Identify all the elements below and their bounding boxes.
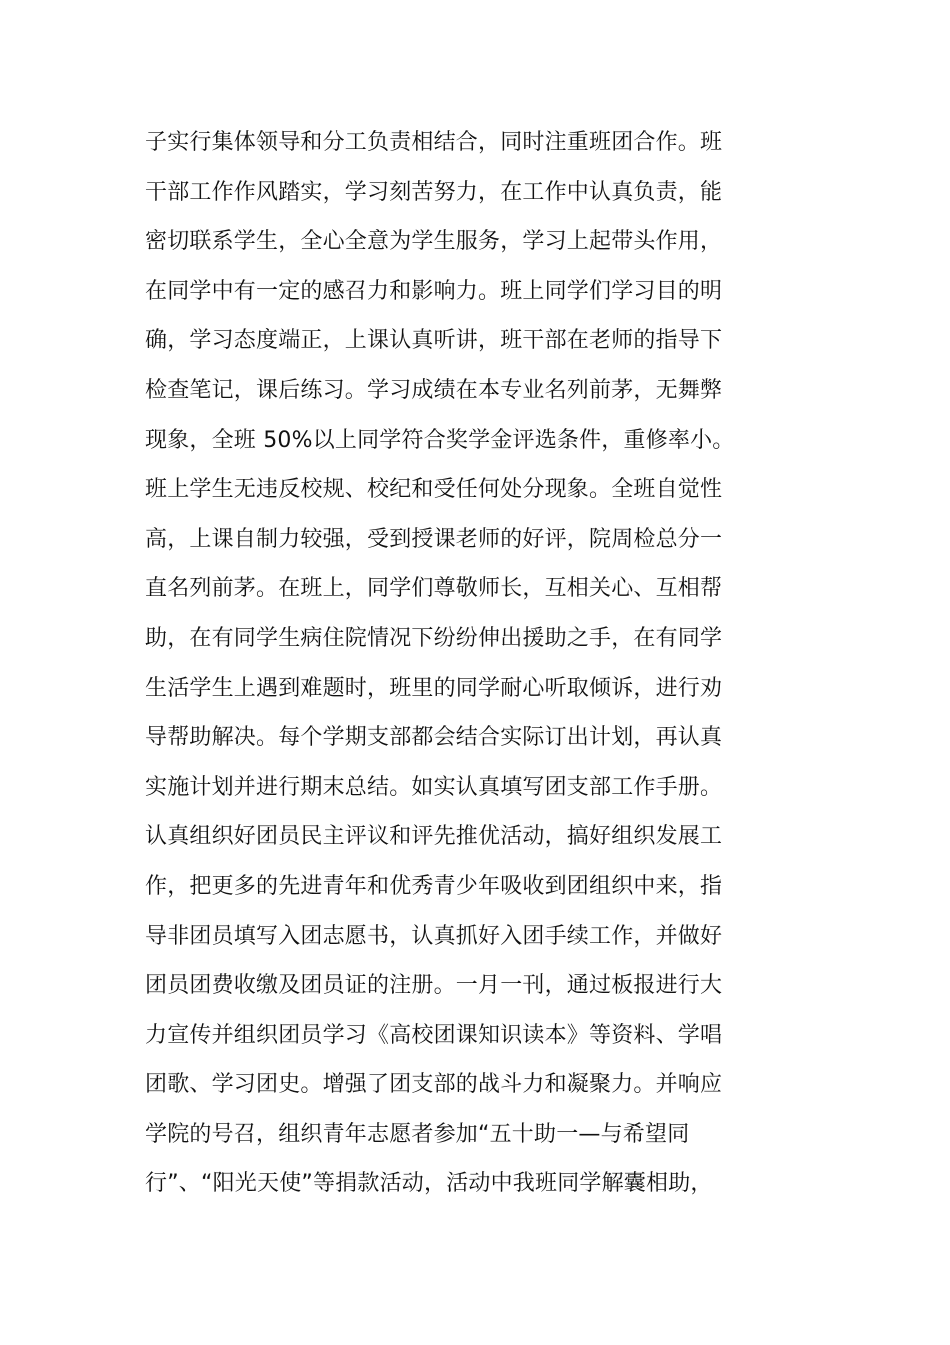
text-line: 现象，全班 50%以上同学符合奖学金评选条件，重修率小。 (145, 427, 735, 453)
text-line: 导帮助解决。每个学期支部都会结合实际订出计划，再认真 (145, 725, 723, 751)
text-line: 行”、“阳光天使”等捐款活动，活动中我班同学解囊相助， (145, 1171, 713, 1197)
text-line: 认真组织好团员民主评议和评先推优活动，搞好组织发展工 (145, 824, 723, 850)
text-line: 导非团员填写入团志愿书，认真抓好入团手续工作，并做好 (145, 923, 723, 949)
text-line: 团员团费收缴及团员证的注册。一月一刊，通过板报进行大 (145, 973, 723, 999)
body-text (145, 118, 785, 1209)
text-line: 检查笔记，课后练习。学习成绩在本专业名列前茅，无舞弊 (145, 377, 723, 403)
text-line: 干部工作作风踏实，学习刻苦努力，在工作中认真负责，能 (145, 179, 723, 205)
text-line: 实施计划并进行期末总结。如实认真填写团支部工作手册。 (145, 774, 723, 800)
text-line: 力宣传并组织团员学习《高校团课知识读本》等资料、学唱 (145, 1022, 723, 1048)
text-line: 班上学生无违反校规、校纪和受任何处分现象。全班自觉性 (145, 477, 723, 503)
text-line: 高，上课自制力较强，受到授课老师的好评，院周检总分一 (145, 526, 723, 552)
text-line: 确，学习态度端正，上课认真听讲，班干部在老师的指导下 (145, 328, 723, 354)
text-line: 生活学生上遇到难题时，班里的同学耐心听取倾诉，进行劝 (145, 675, 723, 701)
text-line: 密切联系学生，全心全意为学生服务，学习上起带头作用， (145, 229, 723, 255)
text-line: 子实行集体领导和分工负责相结合，同时注重班团合作。班 (145, 130, 723, 155)
text-line: 学院的号召，组织青年志愿者参加“五十助一—与希望同 (145, 1121, 690, 1147)
text-line: 团歌、学习团史。增强了团支部的战斗力和凝聚力。并响应 (145, 1072, 723, 1098)
text-line: 直名列前茅。在班上，同学们尊敬师长，互相关心、互相帮 (145, 576, 723, 602)
text-line: 在同学中有一定的感召力和影响力。班上同学们学习目的明 (145, 278, 723, 304)
text-line: 助，在有同学生病住院情况下纷纷伸出援助之手，在有同学 (145, 625, 723, 651)
text-line: 作，把更多的先进青年和优秀青少年吸收到团组织中来，指 (145, 873, 723, 899)
